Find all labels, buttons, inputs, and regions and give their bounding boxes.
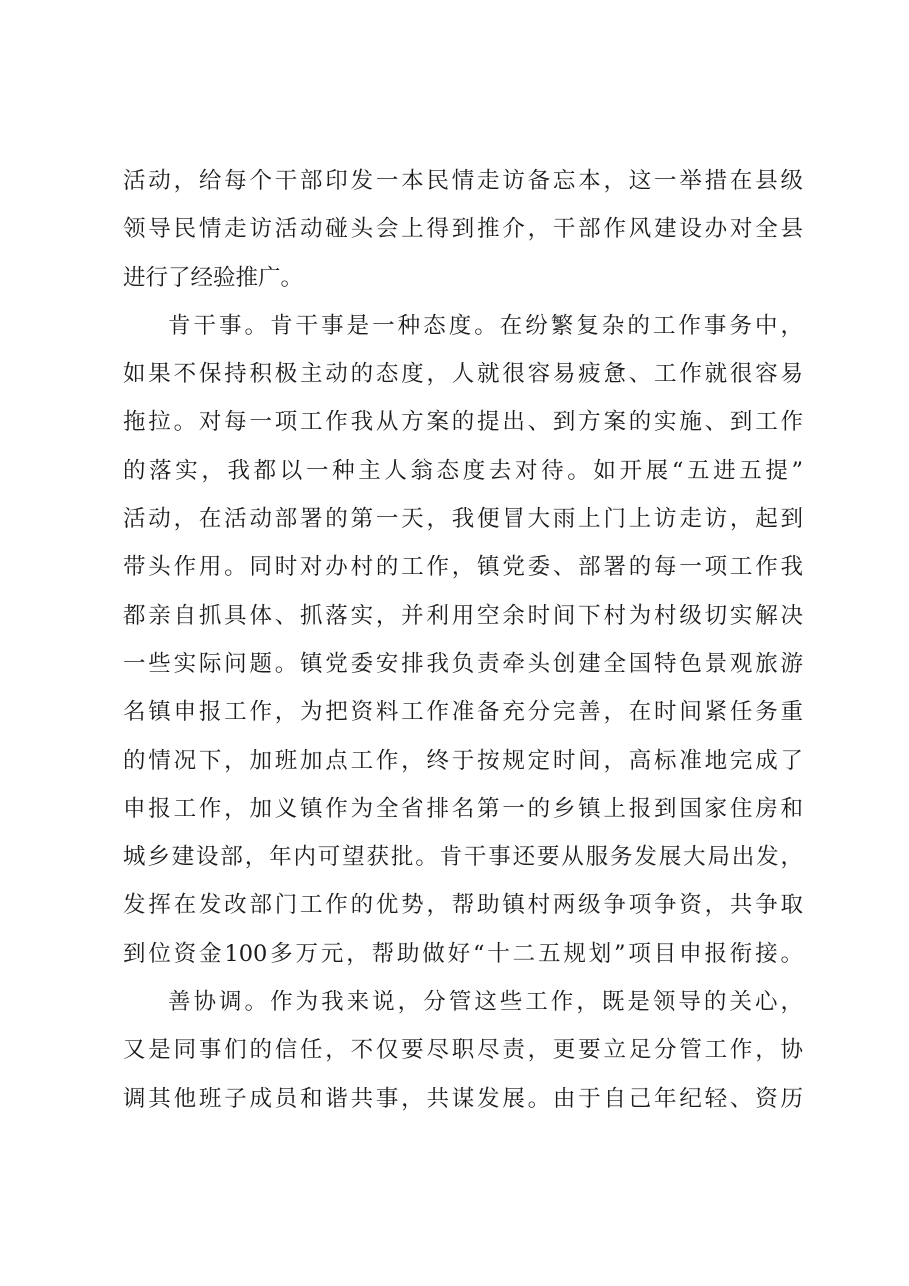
text-line: 申报工作，加义镇作为全省排名第一的乡镇上报到国家住房和 — [123, 795, 803, 822]
text-line: 一些实际问题。镇党委安排我负责牵头创建全国特色景观旅游 — [123, 650, 803, 677]
text-line: 到位资金100多万元，帮助做好“十二五规划”项目申报衔接。 — [123, 940, 803, 967]
text-line: 肯干事。肯干事是一种态度。在纷繁复杂的工作事务中， — [168, 312, 803, 339]
text-line: 调其他班子成员和谐共事，共谋发展。由于自己年纪轻、资历 — [123, 1085, 803, 1112]
text-line: 如果不保持积极主动的态度，人就很容易疲惫、工作就很容易 — [123, 361, 803, 388]
text-line: 的情况下，加班加点工作，终于按规定时间，高标准地完成了 — [123, 747, 803, 774]
text-line: 拖拉。对每一项工作我从方案的提出、到方案的实施、到工作 — [123, 409, 803, 436]
text-line: 又是同事们的信任，不仅要尽职尽责，更要立足分管工作，协 — [123, 1037, 803, 1064]
text-line: 领导民情走访活动碰头会上得到推介，干部作风建设办对全县 — [123, 216, 803, 243]
text-line: 城乡建设部，年内可望获批。肯干事还要从服务发展大局出发， — [123, 844, 803, 871]
text-line: 发挥在发改部门工作的优势，帮助镇村两级争项争资，共争取 — [123, 892, 803, 919]
body-text — [123, 157, 803, 1123]
text-line: 名镇申报工作，为把资料工作准备充分完善，在时间紧任务重 — [123, 699, 803, 726]
text-line: 都亲自抓具体、抓落实，并利用空余时间下村为村级切实解决 — [123, 602, 803, 629]
text-line: 善协调。作为我来说，分管这些工作，既是领导的关心， — [168, 989, 803, 1016]
text-line: 活动，给每个干部印发一本民情走访备忘本，这一举措在县级 — [123, 168, 803, 194]
text-line: 的落实，我都以一种主人翁态度去对待。如开展“五进五提” — [123, 457, 803, 484]
text-line: 带头作用。同时对办村的工作，镇党委、部署的每一项工作我 — [123, 554, 803, 581]
text-line: 进行了经验推广。 — [123, 264, 304, 291]
text-line: 活动，在活动部署的第一天，我便冒大雨上门上访走访，起到 — [123, 506, 803, 533]
